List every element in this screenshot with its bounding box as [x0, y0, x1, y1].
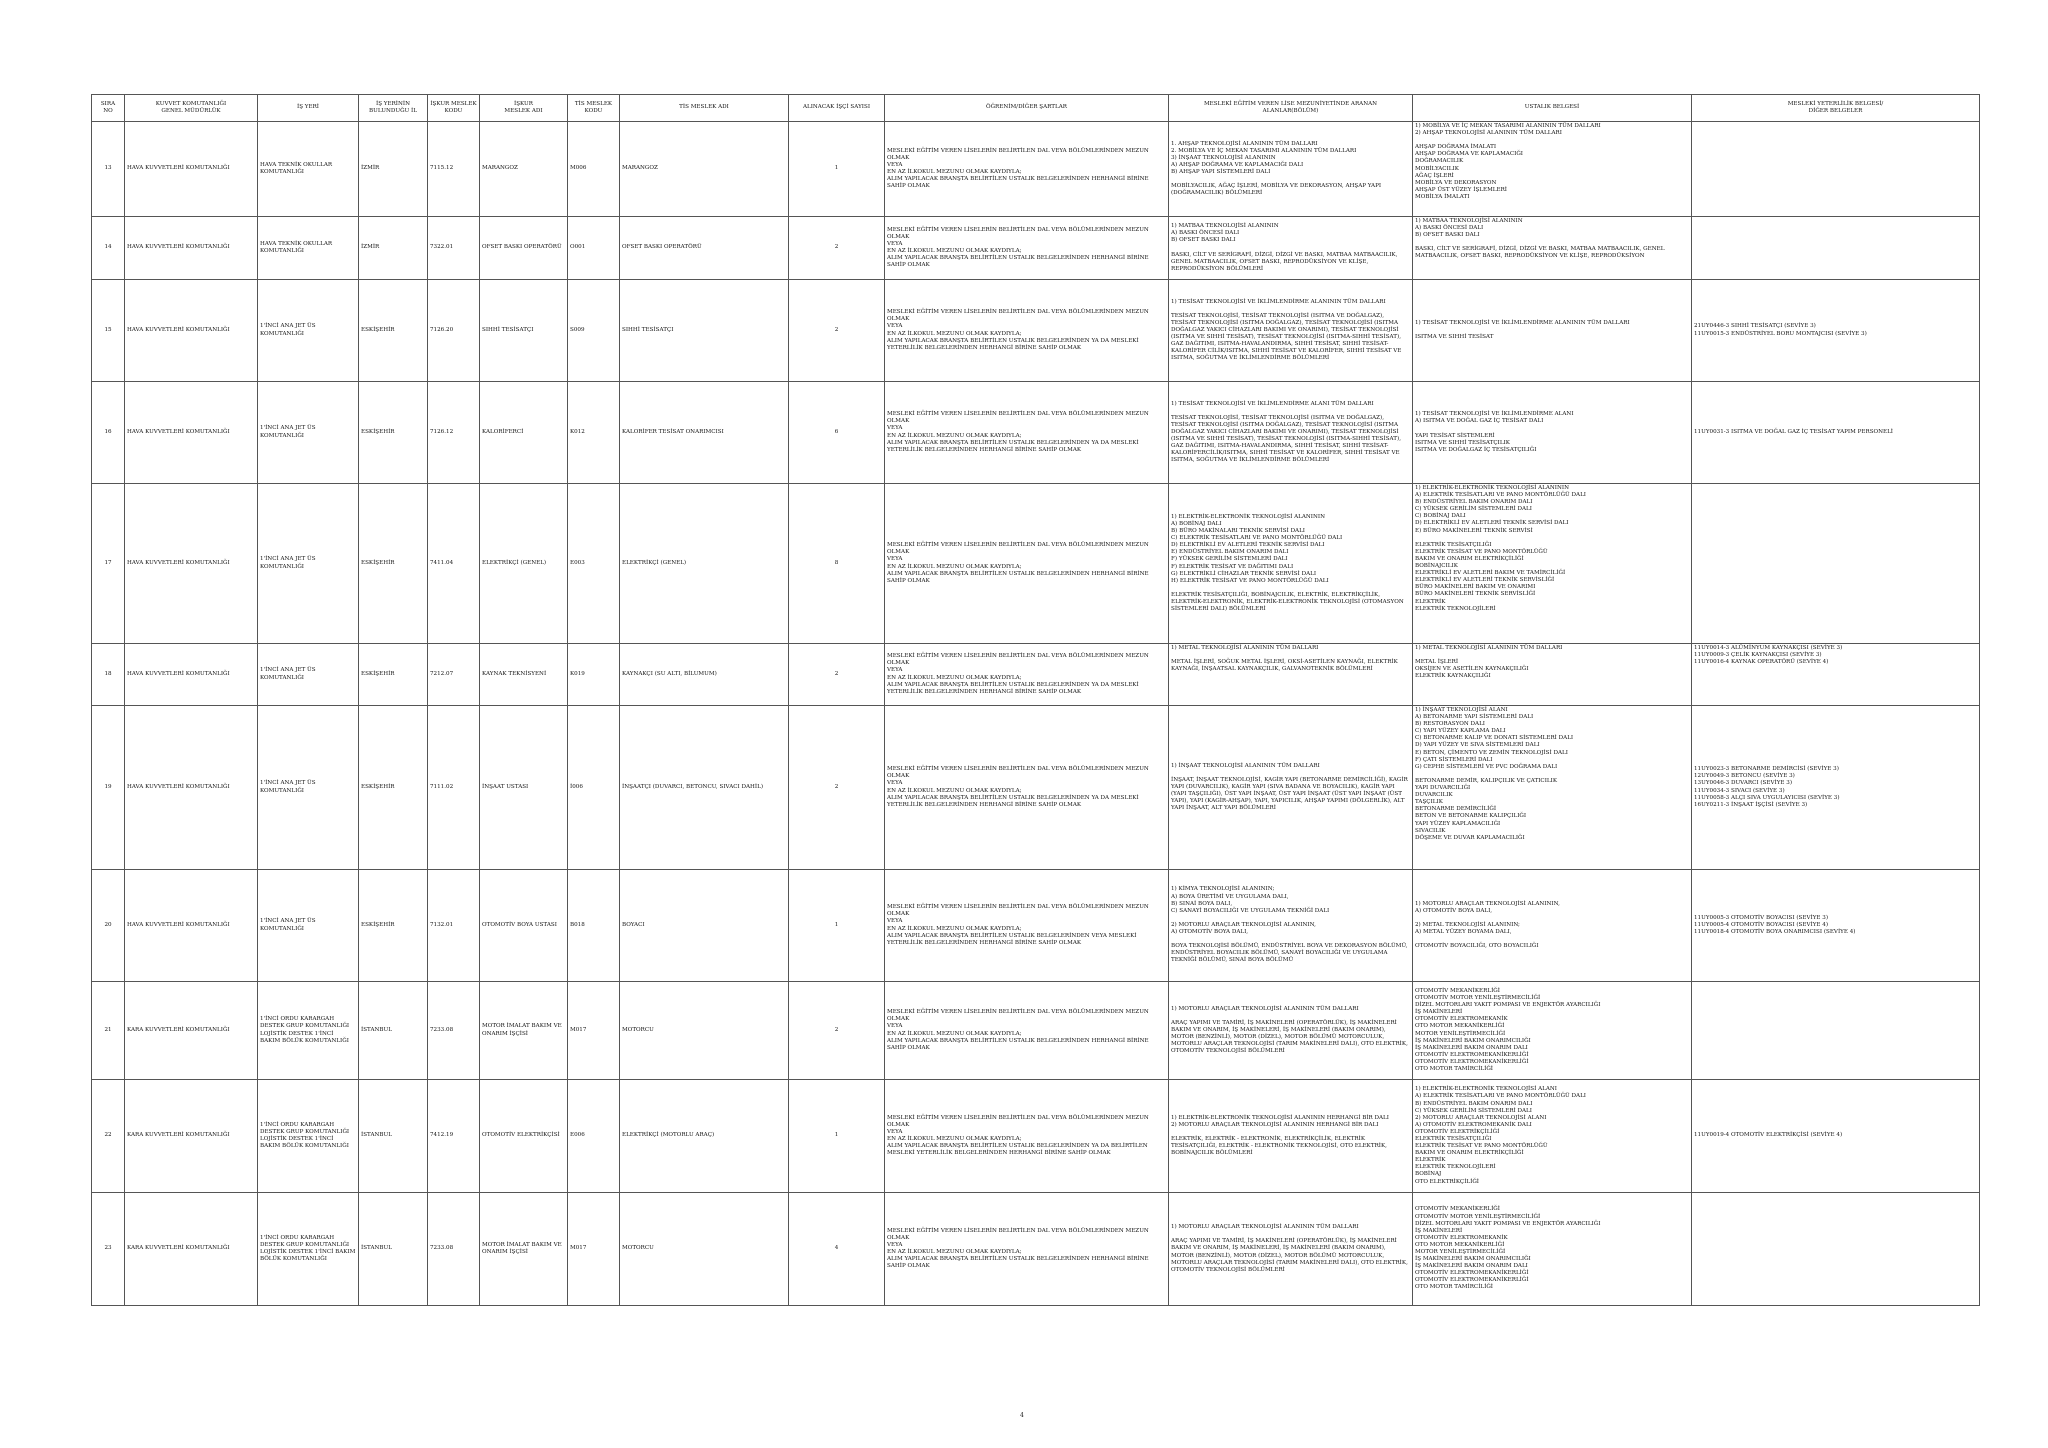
qualification-cert-cell: 11UY0031-3 ISITMA VE DOĞAL GAZ İÇ TESİSAT YAPIM PERSONELİ — [1692, 382, 1980, 484]
fields-cell: 1) MOTORLU ARAÇLAR TEKNOLOJİSİ ALANININ TÜM DALLARI ARAÇ YAPIMI VE TAMİRİ, İŞ MAKİNELERİ (OPERATÖRLÜK), İŞ MAKİNELERİ BAKIM VE ONARIM, İŞ MAKİNELERİ, İŞ MAKİNELERİ (BAKIM ONARIM), MOTOR (BENZİNLİ), MOTOR (DİZEL), MOTOR BÖLÜMÜ MOTORCULUK, MOTORLU ARAÇLAR TEKNOLOJİSİ (TARIM MAKİNELERİ DALI), OTO ELEKTRİK, OTOMOTİV TEKNOLOJİSİ BÖLÜMLERİ — [1169, 982, 1413, 1080]
iskur-code-cell: 7322.01 — [428, 217, 480, 280]
command-cell: HAVA KUVVETLERİ KOMUTANLIĞI — [125, 706, 258, 870]
tis-code-cell: K012 — [568, 382, 620, 484]
table-row — [92, 1080, 1980, 1193]
city-cell: İSTANBUL — [359, 982, 428, 1080]
iskur-code-cell: 7126.12 — [428, 382, 480, 484]
command-cell: HAVA KUVVETLERİ KOMUTANLIĞI — [125, 280, 258, 382]
header-city: İŞ YERİNİN BULUNDUĞU İL — [359, 95, 428, 122]
conditions-cell: MESLEKİ EĞİTİM VEREN LİSELERİN BELİRTİLEN DAL VEYA BÖLÜMLERİNDEN MEZUN OLMAK VEYA EN AZ İLKOKUL MEZUNU OLMAK KAYDIYLA; ALIM YAPILACAK BRANŞTA BELİRTİLEN USTALIK BELGELERİNDEN HERHANGİ BİRİNE SAHİP OLMAK — [885, 122, 1169, 217]
qualification-cert-cell: 11UY0019-4 OTOMOTİV ELEKTRİKÇİSİ (SEVİYE 4) — [1692, 1080, 1980, 1193]
row-number: 20 — [92, 870, 125, 982]
header-sira-no: SIRA NO — [92, 95, 125, 122]
conditions-cell: MESLEKİ EĞİTİM VEREN LİSELERİN BELİRTİLEN DAL VEYA BÖLÜMLERİNDEN MEZUN OLMAK VEYA EN AZ İLKOKUL MEZUNU OLMAK KAYDIYLA; ALIM YAPILACAK BRANŞTA BELİRTİLEN USTALIK BELGELERİNDEN YA DA MESLEKİ YETERLİLİK BELGELERİNDEN HERHANGİ BİRİNE SAHİP OLMAK — [885, 706, 1169, 870]
row-number: 21 — [92, 982, 125, 1080]
fields-cell: 1) METAL TEKNOLOJİSİ ALANININ TÜM DALLARI METAL İŞLERİ, SOĞUK METAL İŞLERİ, OKSİ-ASETİLEN KAYNAĞI, ELEKTRİK KAYNAĞI, İNŞAATSAL KAYNAKÇILIK, GALVANOTEKNİK BÖLÜMLERİ — [1169, 644, 1413, 706]
tis-code-cell: M017 — [568, 982, 620, 1080]
iskur-code-cell: 7132.01 — [428, 870, 480, 982]
city-cell: ESKİŞEHİR — [359, 280, 428, 382]
header-iskur-code: İŞKUR MESLEK KODU — [428, 95, 480, 122]
command-cell: HAVA KUVVETLERİ KOMUTANLIĞI — [125, 644, 258, 706]
tis-name-cell: BOYACI — [620, 870, 789, 982]
header-qualification-cert: MESLEKİ YETERLİLİK BELGESİ/ DİĞER BELGELER — [1692, 95, 1980, 122]
worker-count-cell: 2 — [789, 982, 885, 1080]
iskur-code-cell: 7412.19 — [428, 1080, 480, 1193]
table-row — [92, 706, 1980, 870]
table-row — [92, 1193, 1980, 1306]
qualification-cert-cell — [1692, 122, 1980, 217]
worker-count-cell: 6 — [789, 382, 885, 484]
iskur-name-cell: ELEKTRİKÇİ (GENEL) — [480, 484, 568, 644]
city-cell: İSTANBUL — [359, 1080, 428, 1193]
page-number: 4 — [1020, 1412, 1024, 1419]
conditions-cell: MESLEKİ EĞİTİM VEREN LİSELERİN BELİRTİLEN DAL VEYA BÖLÜMLERİNDEN MEZUN OLMAK VEYA EN AZ İLKOKUL MEZUNU OLMAK KAYDIYLA; ALIM YAPILACAK BRANŞTA BELİRTİLEN USTALIK BELGELERİNDEN HERHANGİ BİRİNE SAHİP OLMAK — [885, 982, 1169, 1080]
fields-cell: 1) ELEKTRİK-ELEKTRONİK TEKNOLOJİSİ ALANININ HERHANGİ BİR DALI 2) MOTORLU ARAÇLAR TEKNOLOJİSİ ALANININ HERHANGİ BİR DALI ELEKTRİK, ELEKTRİK - ELEKTRONİK, ELEKTRİKÇİLİK, ELEKTRİK TESİSATÇILIĞI, ELEKTRİK - ELEKTRONİK TEKNOLOJİSİ, OTO ELEKTRİK, BOBİNAJCILIK BÖLÜMLERİ — [1169, 1080, 1413, 1193]
header-mastery-cert: USTALIK BELGESİ — [1413, 95, 1692, 122]
qualification-cert-cell — [1692, 217, 1980, 280]
conditions-cell: MESLEKİ EĞİTİM VEREN LİSELERİN BELİRTİLEN DAL VEYA BÖLÜMLERİNDEN MEZUN OLMAK VEYA EN AZ İLKOKUL MEZUNU OLMAK KAYDIYLA; ALIM YAPILACAK BRANŞTA BELİRTİLEN USTALIK BELGELERİNDEN HERHANGİ BİRİNE SAHİP OLMAK — [885, 217, 1169, 280]
tis-name-cell: İNŞAATÇI (DUVARCI, BETONCU, SIVACI DAHİL) — [620, 706, 789, 870]
conditions-cell: MESLEKİ EĞİTİM VEREN LİSELERİN BELİRTİLEN DAL VEYA BÖLÜMLERİNDEN MEZUN OLMAK VEYA EN AZ İLKOKUL MEZUNU OLMAK KAYDIYLA; ALIM YAPILACAK BRANŞTA BELİRTİLEN USTALIK BELGELERİNDEN HERHANGİ BİRİNE SAHİP OLMAK — [885, 484, 1169, 644]
workplace-cell: 1'İNCİ ANA JET ÜS KOMUTANLIĞI — [258, 706, 359, 870]
tis-name-cell: MOTORCU — [620, 982, 789, 1080]
command-cell: HAVA KUVVETLERİ KOMUTANLIĞI — [125, 217, 258, 280]
header-command: KUVVET KOMUTANLIĞI GENEL MÜDÜRLÜK — [125, 95, 258, 122]
city-cell: İZMİR — [359, 122, 428, 217]
conditions-cell: MESLEKİ EĞİTİM VEREN LİSELERİN BELİRTİLEN DAL VEYA BÖLÜMLERİNDEN MEZUN OLMAK VEYA EN AZ İLKOKUL MEZUNU OLMAK KAYDIYLA; ALIM YAPILACAK BRANŞTA BELİRTİLEN USTALIK BELGELERİNDEN HERHANGİ BİRİNE SAHİP OLMAK — [885, 1193, 1169, 1306]
tis-code-cell: K019 — [568, 644, 620, 706]
worker-count-cell: 2 — [789, 280, 885, 382]
iskur-name-cell: OTOMOTİV ELEKTRİKÇİSİ — [480, 1080, 568, 1193]
conditions-cell: MESLEKİ EĞİTİM VEREN LİSELERİN BELİRTİLEN DAL VEYA BÖLÜMLERİNDEN MEZUN OLMAK VEYA EN AZ İLKOKUL MEZUNU OLMAK KAYDIYLA; ALIM YAPILACAK BRANŞTA BELİRTİLEN USTALIK BELGELERİNDEN VEYA MESLEKİ YETERLİLİK BELGELERİNDEN HERHANGİ BİRİNE SAHİP OLMAK — [885, 870, 1169, 982]
header-conditions: ÖĞRENİM/DİĞER ŞARTLAR — [885, 95, 1169, 122]
worker-count-cell: 1 — [789, 870, 885, 982]
worker-count-cell: 1 — [789, 122, 885, 217]
tis-name-cell: SIHHİ TESİSATÇI — [620, 280, 789, 382]
row-number: 16 — [92, 382, 125, 484]
fields-cell: 1) TESİSAT TEKNOLOJİSİ VE İKLİMLENDİRME ALANI TÜM DALLARI TESİSAT TEKNOLOJİSİ, TESİSAT TEKNOLOJİSİ (ISITMA VE DOĞALGAZ), TESİSAT TEKNOLOJİSİ (ISITMA DOĞALGAZ), TESİSAT TEKNOLOJİSİ (ISITMA DOĞALGAZ YAKICI CİHAZLARI BAKIMI VE ONARIMI), TESİSAT TEKNOLOJİSİ (ISITMA VE SIHHİ TESİSAT), TESİSAT TEKNOLOJİSİ (ISITMA-SIHHİ TESİSAT), GAZ DAĞITIMI, ISITMA-HAVALANDIRMA, SIHHİ TESİSAT, SIHHİ TESİSAT-KALORİFERCİLİK/ISITMA, SIHHİ TESİSAT VE KALORİFER, SIHHİ TESİSAT VE ISITMA, SOĞUTMA VE İKLİMLENDİRME BÖLÜMLERİ — [1169, 382, 1413, 484]
qualification-cert-cell: 21UY0446-3 SIHHİ TESİSATÇI (SEVİYE 3) 11UY0015-3 ENDÜSTRİYEL BORU MONTAJCISI (SEVİYE 3) — [1692, 280, 1980, 382]
conditions-cell: MESLEKİ EĞİTİM VEREN LİSELERİN BELİRTİLEN DAL VEYA BÖLÜMLERİNDEN MEZUN OLMAK VEYA EN AZ İLKOKUL MEZUNU OLMAK KAYDIYLA; ALIM YAPILACAK BRANŞTA BELİRTİLEN USTALIK BELGELERİNDEN YA DA MESLEKİ YETERLİLİK BELGELERİNDEN HERHANGİ BİRİNE SAHİP OLMAK — [885, 382, 1169, 484]
header-tis-code: TİS MESLEK KODU — [568, 95, 620, 122]
city-cell: İZMİR — [359, 217, 428, 280]
iskur-name-cell: MARANGOZ — [480, 122, 568, 217]
command-cell: HAVA KUVVETLERİ KOMUTANLIĞI — [125, 484, 258, 644]
city-cell: ESKİŞEHİR — [359, 870, 428, 982]
command-cell: HAVA KUVVETLERİ KOMUTANLIĞI — [125, 382, 258, 484]
tis-code-cell: M017 — [568, 1193, 620, 1306]
tis-name-cell: OFSET BASKI OPERATÖRÜ — [620, 217, 789, 280]
worker-count-cell: 2 — [789, 644, 885, 706]
iskur-name-cell: İNŞAAT USTASI — [480, 706, 568, 870]
iskur-name-cell: MOTOR İMALAT BAKIM VE ONARIM İŞÇİSİ — [480, 1193, 568, 1306]
table-row — [92, 382, 1980, 484]
header-fields: MESLEKİ EĞİTİM VEREN LİSE MEZUNİYETİNDE ARANAN ALANLAR(BÖLÜM) — [1169, 95, 1413, 122]
fields-cell: 1) MATBAA TEKNOLOJİSİ ALANININ A) BASKI ÖNCESİ DALI B) OFSET BASKI DALI BASKI, CİLT VE SERİGRAFİ, DİZGİ, DİZGİ VE BASKI, MATBAA MATBAACILIK, GENEL MATBAACILIK, OFSET BASKI, REPRODÜKSİYON VE KLİŞE, REPRODÜKSİYON BÖLÜMLERİ — [1169, 217, 1413, 280]
tis-code-cell: B018 — [568, 870, 620, 982]
iskur-name-cell: KALORİFERCİ — [480, 382, 568, 484]
iskur-code-cell: 7212.07 — [428, 644, 480, 706]
workplace-cell: 1'İNCİ ANA JET ÜS KOMUTANLIĞI — [258, 484, 359, 644]
table-row — [92, 122, 1980, 217]
tis-name-cell: MOTORCU — [620, 1193, 789, 1306]
conditions-cell: MESLEKİ EĞİTİM VEREN LİSELERİN BELİRTİLEN DAL VEYA BÖLÜMLERİNDEN MEZUN OLMAK VEYA EN AZ İLKOKUL MEZUNU OLMAK KAYDIYLA; ALIM YAPILACAK BRANŞTA BELİRTİLEN USTALIK BELGELERİNDEN YA DA BELİRTİLEN MESLEKİ YETERLİLİK BELGELERİNDEN HERHANGİ BİRİNE SAHİP OLMAK — [885, 1080, 1169, 1193]
iskur-code-cell: 7126.20 — [428, 280, 480, 382]
fields-cell: 1. AHŞAP TEKNOLOJİSİ ALANININ TÜM DALLARI 2. MOBİLYA VE İÇ MEKAN TASARIMI ALANININ TÜM DALLARI 3) İNŞAAT TEKNOLOJİSİ ALANININ A) AHŞAP DOĞRAMA VE KAPLAMACIĞI DALI B) AHŞAP YAPI SİSTEMLERİ DALI MOBİLYACILIK, AĞAÇ İŞLERİ, MOBİLYA VE DEKORASYON, AHŞAP YAPI (DOĞRAMACILIK) BÖLÜMLERİ — [1169, 122, 1413, 217]
workplace-cell: HAVA TEKNİK OKULLAR KOMUTANLIĞI — [258, 122, 359, 217]
conditions-cell: MESLEKİ EĞİTİM VEREN LİSELERİN BELİRTİLEN DAL VEYA BÖLÜMLERİNDEN MEZUN OLMAK VEYA EN AZ İLKOKUL MEZUNU OLMAK KAYDIYLA; ALIM YAPILACAK BRANŞTA BELİRTİLEN USTALIK BELGELERİNDEN YA DA MESLEKİ YETERLİLİK BELGELERİNDEN HERHANGİ BİRİNE SAHİP OLMAK — [885, 280, 1169, 382]
tis-code-cell: E006 — [568, 1080, 620, 1193]
table-row — [92, 280, 1980, 382]
tis-name-cell: KALORİFER TESİSAT ONARIMCISI — [620, 382, 789, 484]
fields-cell: 1) KİMYA TEKNOLOJİSİ ALANININ; A) BOYA ÜRETİMİ VE UYGULAMA DALI, B) SINAİ BOYA DALI, C) SANAYİ BOYACILIĞI VE UYGULAMA TEKNİĞİ DALI 2) MOTORLU ARAÇLAR TEKNOLOJİSİ ALANININ, A) OTOMOTİV BOYA DALI, BOYA TEKNOLOJİSİ BÖLÜMÜ, ENDÜSTRİYEL BOYA VE DEKORASYON BÖLÜMÜ, ENDÜSTRİYEL BOYACILIK BÖLÜMÜ, SANAYİ BOYACILIĞI VE UYGULAMA TEKNİĞİ BÖLÜMÜ, SINAİ BOYA BÖLÜMÜ — [1169, 870, 1413, 982]
row-number: 19 — [92, 706, 125, 870]
iskur-code-cell: 7233.08 — [428, 982, 480, 1080]
table-row — [92, 217, 1980, 280]
tis-code-cell: İ006 — [568, 706, 620, 870]
qualification-cert-cell: 11UY0023-3 BETONARME DEMİRCİSİ (SEVİYE 3) 12UY0049-3 BETONCU (SEVİYE 3) 13UY0046-3 DUVARCI (SEVİYE 3) 11UY0034-3 SIVACI (SEVİYE 3) 11UY0058-3 ALÇI SIVA UYGULAYICISI (SEVİYE 3) 16UY0211-3 İNŞAAT İŞÇİSİ (SEVİYE 3) — [1692, 706, 1980, 870]
city-cell: ESKİŞEHİR — [359, 484, 428, 644]
row-number: 17 — [92, 484, 125, 644]
city-cell: ESKİŞEHİR — [359, 382, 428, 484]
qualification-cert-cell — [1692, 982, 1980, 1080]
header-tis-name: TİS MESLEK ADI — [620, 95, 789, 122]
header-worker-count: ALINACAK İŞÇİ SAYISI — [789, 95, 885, 122]
tis-code-cell: S009 — [568, 280, 620, 382]
workplace-cell: HAVA TEKNİK OKULLAR KOMUTANLIĞI — [258, 217, 359, 280]
city-cell: İSTANBUL — [359, 1193, 428, 1306]
header-workplace: İŞ YERİ — [258, 95, 359, 122]
city-cell: ESKİŞEHİR — [359, 706, 428, 870]
fields-cell: 1) ELEKTRİK-ELEKTRONİK TEKNOLOJİSİ ALANININ A) BOBİNAJ DALI B) BÜRO MAKİNALARI TEKNİK SERVİSİ DALI C) ELEKTRİK TESİSATLARI VE PANO MONTÖRLÜĞÜ DALI D) ELEKTRİKLİ EV ALETLERİ TEKNİK SERVİSİ DALI E) ENDÜSTRİYEL BAKIM ONARIM DALI F) YÜKSEK GERİLİM SİSTEMLERİ DALI F) ELEKTRİK TESİSAT VE DAĞITIMI DALI G) ELEKTRİKLİ CİHAZLAR TEKNİK SERVİSİ DALI H) ELEKTRİK TESİSAT VE PANO MONTÖRLÜĞÜ DALI ELEKTRİK TESİSATÇILIĞI, BOBİNAJCILIK, ELEKTRİK, ELEKTRİKÇİLİK, ELEKTRİK-ELEKTRONİK, ELEKTRİK-ELEKTRONİK TEKNOLOJİSİ (OTOMASYON SİSTEMLERİ DALI) BÖLÜMLERİ — [1169, 484, 1413, 644]
worker-count-cell: 1 — [789, 1080, 885, 1193]
command-cell: HAVA KUVVETLERİ KOMUTANLIĞI — [125, 122, 258, 217]
iskur-code-cell: 7233.08 — [428, 1193, 480, 1306]
iskur-name-cell: MOTOR İMALAT BAKIM VE ONARIM İŞÇİSİ — [480, 982, 568, 1080]
fields-cell: 1) MOTORLU ARAÇLAR TEKNOLOJİSİ ALANININ TÜM DALLARI ARAÇ YAPIMI VE TAMİRİ, İŞ MAKİNELERİ (OPERATÖRLÜK), İŞ MAKİNELERİ BAKIM VE ONARIM, İŞ MAKİNELERİ, İŞ MAKİNELERİ (BAKIM ONARIM), MOTOR (BENZİNLİ), MOTOR (DİZEL), MOTOR BÖLÜMÜ MOTORCULUK, MOTORLU ARAÇLAR TEKNOLOJİSİ (TARIM MAKİNELERİ DALI), OTO ELEKTRİK, OTOMOTİV TEKNOLOJİSİ BÖLÜMLERİ — [1169, 1193, 1413, 1306]
row-number: 14 — [92, 217, 125, 280]
fields-cell: 1) TESİSAT TEKNOLOJİSİ VE İKLİMLENDİRME ALANININ TÜM DALLARI TESİSAT TEKNOLOJİSİ, TESİSAT TEKNOLOJİSİ (ISITMA VE DOĞALGAZ), TESİSAT TEKNOLOJİSİ (ISITMA DOĞALGAZ), TESİSAT TEKNOLOJİSİ (ISITMA DOĞALGAZ YAKICI CİHAZLARI BAKIMI VE ONARIMI), TESİSAT TEKNOLOJİSİ (ISITMA VE SIHHİ TESİSAT), TESİSAT TEKNOLOJİSİ (ISITMA-SIHHİ TESİSAT), GAZ DAĞITIMI, ISITMA-HAVALANDIRMA, SIHHİ TESİSAT, SIHHİ TESİSAT-KALORİFER CİLİK/ISITMA, SIHHİ TESİSAT VE KALORİFER, SIHHİ TESİSAT VE ISITMA, SOĞUTMA VE İKLİMLENDİRME BÖLÜMLERİ — [1169, 280, 1413, 382]
workplace-cell: 1'İNCİ ANA JET ÜS KOMUTANLIĞI — [258, 382, 359, 484]
iskur-name-cell: OFSET BASKI OPERATÖRÜ — [480, 217, 568, 280]
table-row — [92, 644, 1980, 706]
fields-cell: 1) İNŞAAT TEKNOLOJİSİ ALANININ TÜM DALLARI İNŞAAT, İNŞAAT TEKNOLOJİSİ, KAGİR YAPI (BETONARME DEMİRCİLİĞİ), KAGİR YAPI (DUVARCILIK), KAGİR YAPI (SIVA BADANA VE BOYACILIK), KAGİR YAPI (YAPI TAŞÇILIĞI), ÜST YAPI İNŞAAT, ÜST YAPI İNŞAAT (ÜST YAPI İNŞAAT (ÜST YAPI), YAPI (KAGİR-AHŞAP), YAPI, YAPICILIK, AHŞAP YAPIMI (DÖLGERLİK), ALT YAPI İNŞAAT, ALT YAPI BÖLÜMLERİ — [1169, 706, 1413, 870]
tis-name-cell: ELEKTRİKÇİ (MOTORLU ARAÇ) — [620, 1080, 789, 1193]
command-cell: KARA KUVVETLERİ KOMUTANLIĞI — [125, 1080, 258, 1193]
tis-name-cell: ELEKTRİKÇİ (GENEL) — [620, 484, 789, 644]
iskur-name-cell: SIHHİ TESİSATÇI — [480, 280, 568, 382]
mastery-cert-cell: 1) MOTORLU ARAÇLAR TEKNOLOJİSİ ALANININ, A) OTOMOTİV BOYA DALI, 2) METAL TEKNOLOJİSİ ALANININ; A) METAL YÜZEY BOYAMA DALI, OTOMOTİV BOYACILIĞI, OTO BOYACILIĞI — [1413, 870, 1692, 982]
tis-name-cell: MARANGOZ — [620, 122, 789, 217]
iskur-code-cell: 7115.12 — [428, 122, 480, 217]
mastery-cert-cell: 1) İNŞAAT TEKNOLOJİSİ ALANI A) BETONARME YAPI SİSTEMLERİ DALI B) RESTORASYON DALI C) YAPI YÜZEY KAPLAMA DALI C) BETONARME KALIP VE DONATI SİSTEMLERİ DALI D) YAPI YÜZEY VE SIVA SİSTEMLERİ DALI E) BETON, ÇİMENTO VE ZEMİN TEKNOLOJİSİ DALI F) ÇATI SİSTEMLERİ DALI G) CEPHE SİSTEMLERİ VE PVC DOĞRAMA DALI BETONARME DEMİR, KALIPÇILIK VE ÇATICILIK YAPI DUVARCILIĞI DUVARCILIK TAŞÇILIK BETONARME DEMİRCİLİĞİ BETON VE BETONARME KALIPÇILIĞI YAPI YÜZEY KAPLAMACILIĞI SIVACILIK DÖŞEME VE DUVAR KAPLAMACILIĞI — [1413, 706, 1692, 870]
qualification-cert-cell — [1692, 1193, 1980, 1306]
row-number: 13 — [92, 122, 125, 217]
tis-code-cell: O001 — [568, 217, 620, 280]
workplace-cell: 1'İNCİ ORDU KARARGAH DESTEK GRUP KOMUTANLIĞI LOJİSTİK DESTEK 1'İNCİ BAKIM BÖLÜK KOMUTANLIĞI — [258, 1193, 359, 1306]
command-cell: KARA KUVVETLERİ KOMUTANLIĞI — [125, 1193, 258, 1306]
workplace-cell: 1'İNCİ ORDU KARARGAH DESTEK GRUP KOMUTANLIĞI LOJİSTİK DESTEK 1'İNCİ BAKIM BÖLÜK KOMUTANLIĞI — [258, 1080, 359, 1193]
city-cell: ESKİŞEHİR — [359, 644, 428, 706]
worker-count-cell: 2 — [789, 706, 885, 870]
workplace-cell: 1'İNCİ ANA JET ÜS KOMUTANLIĞI — [258, 280, 359, 382]
iskur-code-cell: 7111.02 — [428, 706, 480, 870]
iskur-name-cell: OTOMOTİV BOYA USTASI — [480, 870, 568, 982]
conditions-cell: MESLEKİ EĞİTİM VEREN LİSELERİN BELİRTİLEN DAL VEYA BÖLÜMLERİNDEN MEZUN OLMAK VEYA EN AZ İLKOKUL MEZUNU OLMAK KAYDIYLA; ALIM YAPILACAK BRANŞTA BELİRTİLEN USTALIK BELGELERİNDEN YA DA MESLEKİ YETERLİLİK BELGELERİNDEN HERHANGİ BİRİNE SAHİP OLMAK — [885, 644, 1169, 706]
row-number: 18 — [92, 644, 125, 706]
table-header-row — [92, 95, 1980, 122]
mastery-cert-cell: 1) TESİSAT TEKNOLOJİSİ VE İKLİMLENDİRME ALANININ TÜM DALLARI ISITMA VE SIHHİ TESİSAT — [1413, 280, 1692, 382]
mastery-cert-cell: 1) MATBAA TEKNOLOJİSİ ALANININ A) BASKI ÖNCESİ DALI B) OFSET BASKI DALI BASKI, CİLT VE SERİGRAFİ, DİZGİ, DİZGİ VE BASKI, MATBAA MATBAACILIK, GENEL MATBAACILIK, OFSET BASKI, REPRODÜKSİYON VE KLİŞE, REPRODÜKSİYON — [1413, 217, 1692, 280]
command-cell: KARA KUVVETLERİ KOMUTANLIĞI — [125, 982, 258, 1080]
qualification-cert-cell — [1692, 484, 1980, 644]
workplace-cell: 1'İNCİ ORDU KARARGAH DESTEK GRUP KOMUTANLIĞI LOJİSTİK DESTEK 1'İNCİ BAKIM BÖLÜK KOMUTANLIĞI — [258, 982, 359, 1080]
iskur-code-cell: 7411.04 — [428, 484, 480, 644]
header-iskur-name: İŞKUR MESLEK ADI — [480, 95, 568, 122]
mastery-cert-cell: 1) ELEKTRİK-ELEKTRONİK TEKNOLOJİSİ ALANININ A) ELEKTRİK TESİSATLARI VE PANO MONTÖRLÜĞÜ DALI B) ENDÜSTRİYEL BAKIM ONARIM DALI C) YÜKSEK GERİLİM SİSTEMLERİ DALI C) BOBİNAJ DALI D) ELEKTRİKLİ EV ALETLERİ TEKNİK SERVİSİ DALI E) BÜRO MAKİNELERİ TEKNİK SERVİSİ ELEKTRİK TESİSATÇILIĞI ELEKTRİK TESİSAT VE PANO MONTÖRLÜĞÜ BAKIM VE ONARIM ELEKTRİKÇİLİĞİ BOBİNAJCILIK ELEKTRİKLİ EV ALETLERİ BAKIM VE TAMİRCİLİĞİ ELEKTRİKLİ EV ALETLERİ TEKNİK SERVİSLİĞİ BÜRO MAKİNELERİ BAKIM VE ONARIMI BÜRO MAKİNELERİ TEKNİK SERVİSLİĞİ ELEKTRİK ELEKTRİK TEKNOLOJİLERİ — [1413, 484, 1692, 644]
tis-name-cell: KAYNAKÇI (SU ALTI, BİLUMUM) — [620, 644, 789, 706]
command-cell: HAVA KUVVETLERİ KOMUTANLIĞI — [125, 870, 258, 982]
worker-count-cell: 4 — [789, 1193, 885, 1306]
mastery-cert-cell: 1) TESİSAT TEKNOLOJİSİ VE İKLİMLENDİRME ALANI A) ISITMA VE DOĞAL GAZ İÇ TESİSAT DALI YAPI TESİSAT SİSTEMLERİ ISITMA VE SIHHİ TESİSATÇILIK ISITMA VE DOĞALGAZ İÇ TESİSATÇILIĞI — [1413, 382, 1692, 484]
job-listing-table — [91, 94, 1980, 1306]
table-row — [92, 982, 1980, 1080]
mastery-cert-cell: OTOMOTİV MEKANİKERLİĞİ OTOMOTİV MOTOR YENİLEŞTİRMECİLİĞİ DİZEL MOTORLARI YAKIT POMPASI VE ENJEKTÖR AYARCILIĞI İŞ MAKİNELERİ OTOMOTİV ELEKTROMEKANİK OTO MOTOR MEKANİKERLİĞİ MOTOR YENİLEŞTİRMECİLİĞİ İŞ MAKİNELERİ BAKIM ONARIMCILIĞI İŞ MAKİNELERİ BAKIM ONARIM DALI OTOMOTİV ELEKTROMEKANİKERLİĞİ OTOMOTİV ELEKTROMEKANİKERLİĞİ OTO MOTOR TAMİRCİLİĞİ — [1413, 982, 1692, 1080]
row-number: 22 — [92, 1080, 125, 1193]
table-row — [92, 870, 1980, 982]
qualification-cert-cell: 11UY0014-3 ALÜMİNYUM KAYNAKÇISI (SEVİYE 3) 11UY0009-3 ÇELİK KAYNAKÇISI (SEVİYE 3) 11UY0016-4 KAYNAK OPERATÖRÜ (SEVİYE 4) — [1692, 644, 1980, 706]
row-number: 23 — [92, 1193, 125, 1306]
mastery-cert-cell: OTOMOTİV MEKANİKERLİĞİ OTOMOTİV MOTOR YENİLEŞTİRMECİLİĞİ DİZEL MOTORLARI YAKIT POMPASI VE ENJEKTÖR AYARCILIĞI İŞ MAKİNELERİ OTOMOTİV ELEKTROMEKANİK OTO MOTOR MEKANİKERLİĞİ MOTOR YENİLEŞTİRMECİLİĞİ İŞ MAKİNELERİ BAKIM ONARIMCILIĞI İŞ MAKİNELERİ BAKIM ONARIM DALI OTOMOTİV ELEKTROMEKANİKERLİĞİ OTOMOTİV ELEKTROMEKANİKERLİĞİ OTO MOTOR TAMİRCİLİĞİ — [1413, 1193, 1692, 1306]
qualification-cert-cell: 11UY0005-3 OTOMOTİV BOYACISI (SEVİYE 3) 11UY0005-4 OTOMOTİV BOYACISI (SEVİYE 4) 11UY0018-4 OTOMOTİV BOYA ONARIMCISI (SEVİYE 4) — [1692, 870, 1980, 982]
worker-count-cell: 8 — [789, 484, 885, 644]
iskur-name-cell: KAYNAK TEKNİSYENİ — [480, 644, 568, 706]
mastery-cert-cell: 1) METAL TEKNOLOJİSİ ALANININ TÜM DALLARI METAL İŞLERİ OKSİJEN VE ASETİLEN KAYNAKÇILIĞI ELEKTRİK KAYNAKÇILIĞI — [1413, 644, 1692, 706]
worker-count-cell: 2 — [789, 217, 885, 280]
mastery-cert-cell: 1) ELEKTRİK-ELEKTRONİK TEKNOLOJİSİ ALANI A) ELEKTRİK TESİSATLARI VE PANO MONTÖRLÜĞÜ DALI B) ENDÜSTRİYEL BAKIM ONARIM DALI C) YÜKSEK GERİLİM SİSTEMLERİ DALI 2) MOTORLU ARAÇLAR TEKNOLOJİSİ ALANI A) OTOMOTİV ELEKTROMEKANİK DALI OTOMOTİV ELEKTRİKÇİLİĞİ ELEKTRİK TESİSATÇILIĞI ELEKTRİK TESİSAT VE PANO MONTÖRLÜĞÜ BAKIM VE ONARIM ELEKTRİKÇİLİĞİ ELEKTRİK ELEKTRİK TEKNOLOJİLERİ BOBİNAJ OTO ELEKTRİKÇİLİĞİ — [1413, 1080, 1692, 1193]
row-number: 15 — [92, 280, 125, 382]
tis-code-cell: M006 — [568, 122, 620, 217]
table-row — [92, 484, 1980, 644]
workplace-cell: 1'İNCİ ANA JET ÜS KOMUTANLIĞI — [258, 870, 359, 982]
mastery-cert-cell: 1) MOBİLYA VE İÇ MEKAN TASARIMI ALANININ TÜM DALLARI 2) AHŞAP TEKNOLOJİSİ ALANININ TÜM DALLARI AHŞAP DOĞRAMA İMALATI AHŞAP DOĞRAMA VE KAPLAMACIĞI DOĞRAMACILIK MOBİLYACILIK AĞAÇ İŞLERİ MOBİLYA VE DEKORASYON AHŞAP ÜST YÜZEY İŞLEMLERİ MOBİLYA İMALATI — [1413, 122, 1692, 217]
workplace-cell: 1'İNCİ ANA JET ÜS KOMUTANLIĞI — [258, 644, 359, 706]
tis-code-cell: E003 — [568, 484, 620, 644]
